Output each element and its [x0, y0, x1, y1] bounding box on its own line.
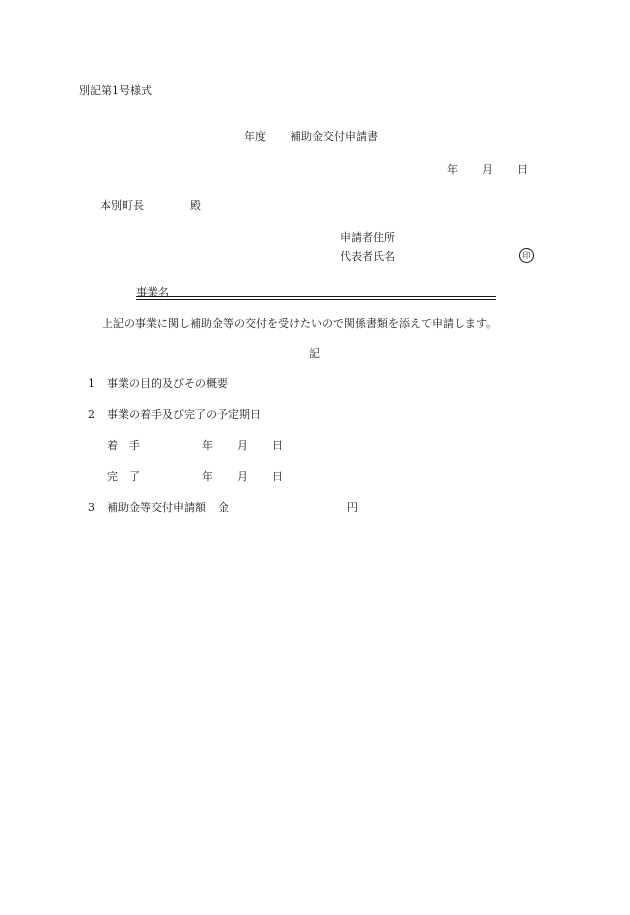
start-year: 年 [202, 439, 213, 452]
start-date-row [107, 440, 283, 451]
end-year: 年 [202, 470, 213, 483]
end-label-b: 了 [129, 470, 140, 483]
document-title [244, 131, 378, 142]
start-day: 日 [272, 439, 283, 452]
fiscal-year-label: 年度 [244, 130, 266, 143]
item-3-number: 3 [88, 501, 95, 514]
addressee [100, 200, 201, 211]
end-date-row [107, 471, 283, 482]
item-2-text: 事業の着手及び完了の予定期日 [107, 408, 261, 421]
item-1-number: 1 [88, 377, 95, 390]
amount-prefix: 金 [218, 501, 229, 514]
application-date [447, 164, 528, 175]
honorific: 殿 [190, 199, 201, 212]
start-label-a: 着 [107, 439, 118, 452]
date-day: 日 [517, 163, 528, 176]
amount-unit: 円 [347, 501, 358, 514]
end-label-a: 完 [107, 470, 118, 483]
item-2 [88, 409, 261, 420]
end-month: 月 [237, 470, 248, 483]
project-name-underline [136, 296, 496, 300]
item-3 [88, 502, 358, 513]
item-1-text: 事業の目的及びその概要 [107, 377, 228, 390]
item-3-text: 補助金等交付申請額 [107, 501, 206, 514]
application-statement: 上記の事業に関し補助金等の交付を受けたいので関係書類を添えて申請します。 [102, 317, 498, 330]
addressee-name: 本別町長 [100, 199, 144, 212]
seal-mark-icon: 印 [519, 248, 534, 263]
start-month: 月 [237, 439, 248, 452]
item-1 [88, 378, 228, 389]
form-number: 別記第1号様式 [79, 84, 152, 97]
date-month: 月 [482, 163, 493, 176]
end-day: 日 [272, 470, 283, 483]
title-text: 補助金交付申請書 [290, 130, 378, 143]
representative-name-label: 代表者氏名 [340, 250, 395, 263]
applicant-address-label: 申請者住所 [340, 231, 395, 244]
project-name-label: 事業名 [136, 286, 169, 299]
item-2-number: 2 [88, 408, 95, 421]
ki-heading: 記 [309, 347, 320, 360]
start-label-b: 手 [129, 439, 140, 452]
date-year: 年 [447, 163, 458, 176]
